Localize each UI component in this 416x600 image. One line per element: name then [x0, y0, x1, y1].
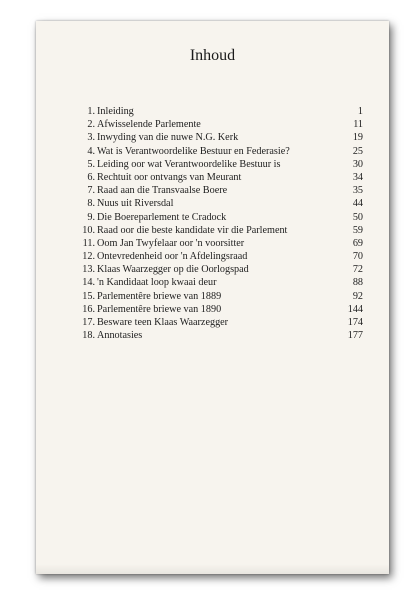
entry-page: 11 [353, 119, 363, 131]
entry-title: 'n Kandidaat loop kwaai deur [97, 277, 217, 289]
entry-title: Ontevredenheid oor 'n Afdelingsraad [97, 251, 248, 263]
entry-title: Klaas Waarzegger op die Oorlogspad [97, 264, 249, 276]
entry-number: 12. [82, 251, 95, 263]
book-page [36, 21, 389, 574]
entry-page: 25 [352, 145, 363, 157]
entry-page: 35 [352, 185, 363, 197]
entry-title: Inwyding van die nuwe N.G. Kerk [97, 132, 239, 144]
entry-title: Rechtuit oor ontvangs van Meurant [97, 171, 242, 183]
entry-title: Besware teen Klaas Waarzegger [97, 317, 229, 328]
entry-number: 17. [82, 317, 95, 328]
entry-page: 177 [347, 330, 363, 342]
entry-title: Leiding oor wat Verantwoordelike Bestuur is [97, 158, 281, 170]
toc-entry [81, 105, 363, 118]
toc-entry [81, 224, 363, 237]
toc-entry [81, 171, 363, 184]
entry-number: 14. [82, 277, 95, 289]
entry-title: Nuus uit Riversdal [97, 198, 174, 210]
entry-number: 9. [87, 211, 95, 223]
entry-number: 13. [82, 264, 95, 276]
toc-entry [81, 276, 363, 289]
entry-page: 69 [352, 237, 363, 249]
toc-entry [81, 131, 363, 144]
toc-entry [81, 145, 363, 158]
toc-entry [81, 290, 363, 303]
toc-entry [81, 197, 363, 210]
entry-number: 2. [87, 119, 95, 131]
entry-title: Annotasies [97, 330, 143, 342]
entry-number: 3. [87, 132, 95, 144]
entry-page: 30 [352, 158, 363, 170]
entry-title: Die Boereparlement te Cradock [97, 211, 227, 223]
entry-page: 44 [352, 198, 363, 210]
toc-entry [81, 118, 363, 131]
entry-page: 174 [347, 317, 363, 328]
entry-title: Raad aan die Transvaalse Boere [97, 185, 228, 197]
toc-entry [81, 303, 363, 316]
table-of-contents [81, 105, 363, 342]
entry-page: 72 [352, 264, 363, 276]
entry-number: 6. [87, 171, 95, 183]
entry-number: 16. [82, 303, 95, 315]
page-title: Inhoud [189, 47, 236, 64]
entry-page: 88 [352, 277, 363, 289]
entry-page: 70 [352, 251, 363, 263]
toc-entry [81, 329, 363, 342]
entry-page: 34 [352, 171, 363, 183]
entry-title: Raad oor die beste kandidate vir die Parlement [97, 224, 288, 236]
entry-number: 15. [82, 290, 95, 302]
entry-page: 50 [352, 211, 363, 223]
toc-entry [81, 184, 363, 197]
entry-number: 1. [87, 106, 95, 117]
entry-page: 1 [357, 106, 363, 117]
entry-number: 11. [82, 237, 95, 249]
entry-number: 8. [87, 198, 95, 210]
entry-title: Parlementêre briewe van 1890 [97, 303, 222, 315]
entry-title: Wat is Verantwoordelike Bestuur en Federasie? [97, 145, 290, 157]
entry-page: 92 [352, 290, 363, 302]
entry-number: 4. [87, 145, 95, 157]
toc-entry [81, 263, 363, 276]
entry-number: 10. [82, 224, 95, 236]
entry-page: 144 [347, 303, 363, 315]
entry-number: 7. [87, 185, 95, 197]
toc-entry [81, 316, 363, 329]
entry-title: Afwisselende Parlemente [97, 119, 201, 131]
toc-entry [81, 211, 363, 224]
entry-number: 5. [87, 158, 95, 170]
entry-title: Oom Jan Twyfelaar oor 'n voorsitter [97, 237, 245, 249]
entry-page: 59 [352, 224, 363, 236]
toc-entry [81, 250, 363, 263]
entry-number: 18. [82, 330, 95, 342]
entry-title: Parlementêre briewe van 1889 [97, 290, 222, 302]
entry-page: 19 [352, 132, 363, 144]
entry-title: Inleiding [97, 106, 134, 117]
toc-entry [81, 237, 363, 250]
toc-entry [81, 158, 363, 171]
